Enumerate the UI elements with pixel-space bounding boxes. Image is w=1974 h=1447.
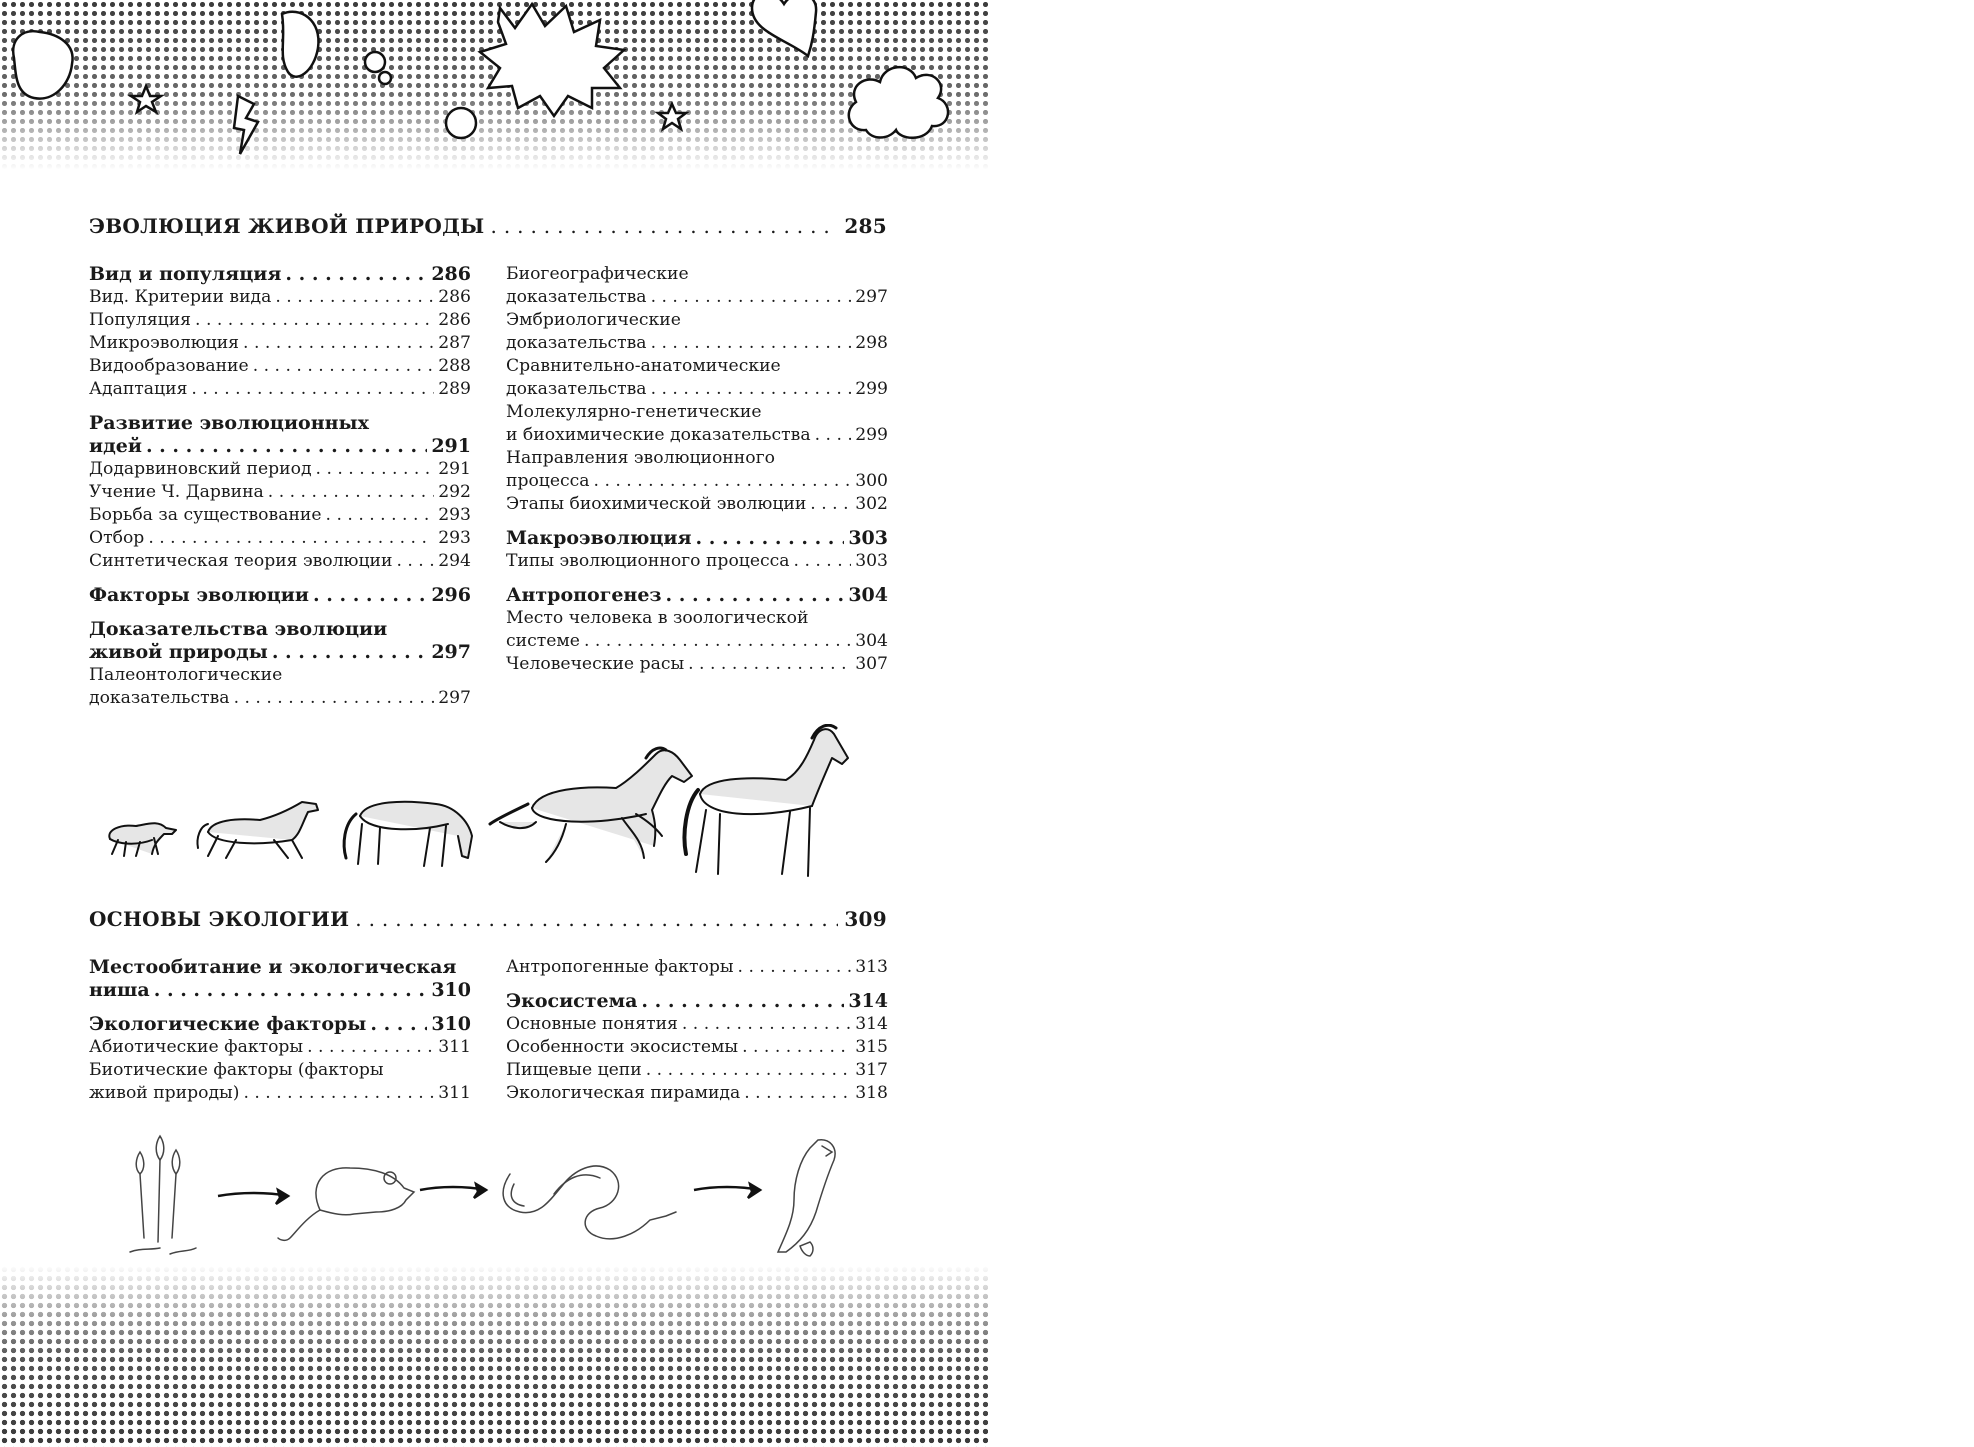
toc-page-number: 286 (438, 287, 471, 307)
toc-entry-label: Адаптация (89, 379, 188, 399)
section-title-text: ОСНОВЫ ЭКОЛОГИИ (89, 907, 350, 931)
toc-heading[interactable] (89, 435, 471, 458)
toc-entry[interactable] (89, 332, 471, 355)
leader-dots (666, 584, 845, 607)
toc-entry-line: Сравнительно-анатомические (506, 356, 781, 376)
horse-evolution-icon (96, 724, 856, 882)
leader-dots (744, 1082, 851, 1105)
toc-page-number: 292 (438, 482, 471, 502)
toc-entry-label: Отбор (89, 528, 145, 548)
toc-entry[interactable] (506, 470, 888, 493)
leader-dots (285, 263, 427, 286)
toc-page-number: 299 (855, 425, 888, 445)
leader-dots (646, 1059, 851, 1082)
toc-page-number: 296 (431, 584, 471, 606)
toc-entry[interactable] (506, 550, 888, 573)
toc-entry-label: Вид и популяция (89, 263, 282, 285)
toc-page-number: 300 (855, 471, 888, 491)
toc-page-number: 311 (438, 1083, 471, 1103)
toc-page-number: 314 (848, 990, 888, 1012)
toc-page-number: 289 (438, 379, 471, 399)
toc-entry-label: Экологическая пирамида (506, 1083, 741, 1103)
toc-entry-label: Додарвиновский период (89, 459, 312, 479)
leader-dots (641, 990, 844, 1013)
toc-page-number: 304 (855, 631, 888, 651)
toc-heading[interactable] (89, 584, 471, 607)
toc-page-number: 313 (855, 957, 888, 977)
toc-entry[interactable] (506, 1036, 888, 1059)
toc-entry-label: Антропогенез (506, 584, 662, 606)
toc-entry[interactable] (89, 504, 471, 527)
toc-entry-label: Основные понятия (506, 1014, 678, 1034)
leader-dots (243, 332, 434, 355)
leader-dots (738, 956, 852, 979)
toc-entry[interactable] (89, 1036, 471, 1059)
leader-dots (326, 504, 435, 527)
toc-page-number: 303 (855, 551, 888, 571)
toc-entry-label: Микроэволюция (89, 333, 240, 353)
leader-dots (742, 1036, 851, 1059)
heart-icon (752, 0, 816, 56)
leader-dots (794, 550, 852, 573)
toc-entry[interactable] (89, 1082, 471, 1105)
leader-dots (195, 309, 434, 332)
toc-entry-label: живой природы) (89, 1083, 240, 1103)
circle-icon (446, 108, 476, 138)
toc-heading[interactable] (506, 527, 888, 550)
leader-dots (243, 1082, 434, 1105)
toc-entry-line: Молекулярно-генетические (506, 402, 762, 422)
toc-entry[interactable] (89, 527, 471, 550)
star-icon (131, 86, 161, 112)
toc-page-number: 286 (438, 310, 471, 330)
leader-dots (148, 527, 434, 550)
toc-page-number: 314 (855, 1014, 888, 1034)
toc-entry-line: Развитие эволюционных (89, 412, 369, 434)
leader-dots (651, 286, 852, 309)
toc-entry[interactable] (89, 378, 471, 401)
toc-entry[interactable] (506, 956, 888, 979)
leader-dots (275, 286, 434, 309)
toc-page-number: 291 (438, 459, 471, 479)
toc-entry[interactable] (506, 493, 888, 516)
toc-entry-line: Доказательства эволюции (89, 618, 388, 640)
leader-dots (154, 979, 428, 1002)
toc-heading[interactable] (89, 641, 471, 664)
bubble-small-icon (379, 72, 391, 84)
leader-dots (313, 584, 427, 607)
toc-entry-label: Особенности экосистемы (506, 1037, 739, 1057)
leader-dots (146, 435, 427, 458)
toc-heading[interactable] (89, 263, 471, 286)
toc-page-number: 298 (855, 333, 888, 353)
leader-dots (316, 458, 435, 481)
star-icon (658, 104, 686, 129)
leader-dots (810, 493, 851, 516)
toc-entry-line: Палеонтологические (89, 665, 283, 685)
toc-page-number: 287 (438, 333, 471, 353)
bubble-icon (365, 52, 385, 72)
toc-entry[interactable] (506, 1059, 888, 1082)
toc-page-number: 297 (431, 641, 471, 663)
toc-entry[interactable] (506, 653, 888, 676)
toc-entry[interactable] (89, 458, 471, 481)
toc-entry[interactable] (506, 1013, 888, 1036)
toc-page-number: 294 (438, 551, 471, 571)
leader-dots (191, 378, 434, 401)
toc-page-number: 297 (438, 688, 471, 708)
toc-entry-label: Учение Ч. Дарвина (89, 482, 264, 502)
toc-page-number: 318 (855, 1083, 888, 1103)
toc-page-number: 307 (855, 654, 888, 674)
wheat-icon (130, 1136, 196, 1254)
toc-entry-label: живой природы (89, 641, 268, 663)
section-title-ecology (89, 907, 887, 931)
toc-entry-line: Местообитание и экологическая (89, 956, 457, 978)
hawk-icon (778, 1140, 835, 1256)
toc-page-number: 317 (855, 1060, 888, 1080)
cloud-icon (849, 67, 948, 138)
toc-entry-label: Экосистема (506, 990, 638, 1012)
toc-page-number: 286 (431, 263, 471, 285)
toc-entry-label: идей (89, 435, 142, 457)
toc-entry-line: Биотические факторы (факторы (89, 1060, 384, 1080)
burst-icon (480, 4, 624, 116)
leader-dots (268, 481, 434, 504)
toc-heading[interactable] (89, 979, 471, 1002)
leader-dots (491, 214, 839, 238)
leader-dots (688, 653, 851, 676)
leader-dots (594, 470, 852, 493)
toc-page-number: 310 (431, 1013, 471, 1035)
toc-entry-label: Антропогенные факторы (506, 957, 734, 977)
leader-dots (651, 378, 852, 401)
food-chain-icon (110, 1134, 850, 1264)
toc-entry[interactable] (506, 286, 888, 309)
leader-dots (396, 550, 434, 573)
section-page-number: 285 (844, 214, 887, 238)
toc-entry[interactable] (506, 630, 888, 653)
toc-page-number: 293 (438, 505, 471, 525)
toc-entry-label: доказательства (506, 333, 647, 353)
toc-entry[interactable] (89, 286, 471, 309)
toc-entry-label: Борьба за существование (89, 505, 322, 525)
toc-column-evolution-right (506, 263, 888, 676)
toc-entry-label: Популяция (89, 310, 192, 330)
toc-entry[interactable] (89, 481, 471, 504)
toc-entry[interactable] (506, 378, 888, 401)
toc-heading[interactable] (506, 990, 888, 1013)
toc-entry-label: ниша (89, 979, 150, 1001)
toc-column-ecology-right (506, 956, 888, 1105)
toc-entry-label: Видообразование (89, 356, 249, 376)
leader-dots (682, 1013, 851, 1036)
toc-entry-label: и биохимические доказательства (506, 425, 811, 445)
leader-dots (307, 1036, 434, 1059)
toc-page-number: 310 (431, 979, 471, 1001)
drop-icon (282, 12, 318, 77)
lightning-icon (234, 96, 258, 154)
toc-entry-label: Пищевые цепи (506, 1060, 642, 1080)
toc-entry-label: доказательства (89, 688, 230, 708)
toc-entry-label: Абиотические факторы (89, 1037, 304, 1057)
toc-entry[interactable] (89, 687, 471, 710)
toc-entry-label: Типы эволюционного процесса (506, 551, 790, 571)
toc-entry-label: Этапы биохимической эволюции (506, 494, 807, 514)
toc-entry-label: Макроэволюция (506, 527, 692, 549)
toc-column-evolution-left (89, 263, 471, 710)
toc-page-number: 299 (855, 379, 888, 399)
toc-entry-label: Экологические факторы (89, 1013, 367, 1035)
toc-entry-label: процесса (506, 471, 590, 491)
toc-entry-line: Место человека в зоологической (506, 608, 809, 628)
toc-entry-label: Факторы эволюции (89, 584, 309, 606)
toc-entry[interactable] (89, 355, 471, 378)
toc-entry[interactable] (89, 550, 471, 573)
leader-dots (272, 641, 428, 664)
leader-dots (651, 332, 852, 355)
toc-page-number: 311 (438, 1037, 471, 1057)
toc-page-number: 315 (855, 1037, 888, 1057)
toc-entry-label: доказательства (506, 287, 647, 307)
comic-shapes-decoration (0, 0, 988, 170)
toc-entry-label: Синтетическая теория эволюции (89, 551, 393, 571)
section-title-evolution (89, 214, 887, 238)
section-page-number: 309 (844, 907, 887, 931)
toc-entry[interactable] (506, 332, 888, 355)
toc-page-number: 297 (855, 287, 888, 307)
toc-page-number: 302 (855, 494, 888, 514)
leader-dots (370, 1013, 427, 1036)
toc-heading[interactable] (89, 1013, 471, 1036)
leader-dots (355, 907, 838, 931)
leader-dots (584, 630, 851, 653)
toc-entry-label: Человеческие расы (506, 654, 685, 674)
toc-page-number: 291 (431, 435, 471, 457)
blob-icon (13, 31, 72, 98)
leader-dots (234, 687, 435, 710)
toc-entry[interactable] (506, 424, 888, 447)
toc-column-ecology-left (89, 956, 471, 1105)
snake-icon (503, 1166, 676, 1239)
toc-entry-label: доказательства (506, 379, 647, 399)
toc-entry-label: системе (506, 631, 580, 651)
halftone-bottom-decoration (0, 1265, 988, 1447)
leader-dots (696, 527, 845, 550)
toc-page-number: 303 (848, 527, 888, 549)
toc-page-number: 288 (438, 356, 471, 376)
leader-dots (253, 355, 434, 378)
toc-entry-line: Эмбриологические (506, 310, 681, 330)
toc-page-number: 304 (848, 584, 888, 606)
leader-dots (815, 424, 852, 447)
section-title-text: ЭВОЛЮЦИЯ ЖИВОЙ ПРИРОДЫ (89, 214, 485, 238)
toc-page-number: 293 (438, 528, 471, 548)
toc-entry[interactable] (89, 309, 471, 332)
toc-entry-label: Вид. Критерии вида (89, 287, 272, 307)
toc-entry-line: Направления эволюционного (506, 448, 775, 468)
toc-heading[interactable] (506, 584, 888, 607)
toc-entry[interactable] (506, 1082, 888, 1105)
toc-entry-line: Биогеографические (506, 264, 689, 284)
mouse-icon (278, 1168, 414, 1240)
